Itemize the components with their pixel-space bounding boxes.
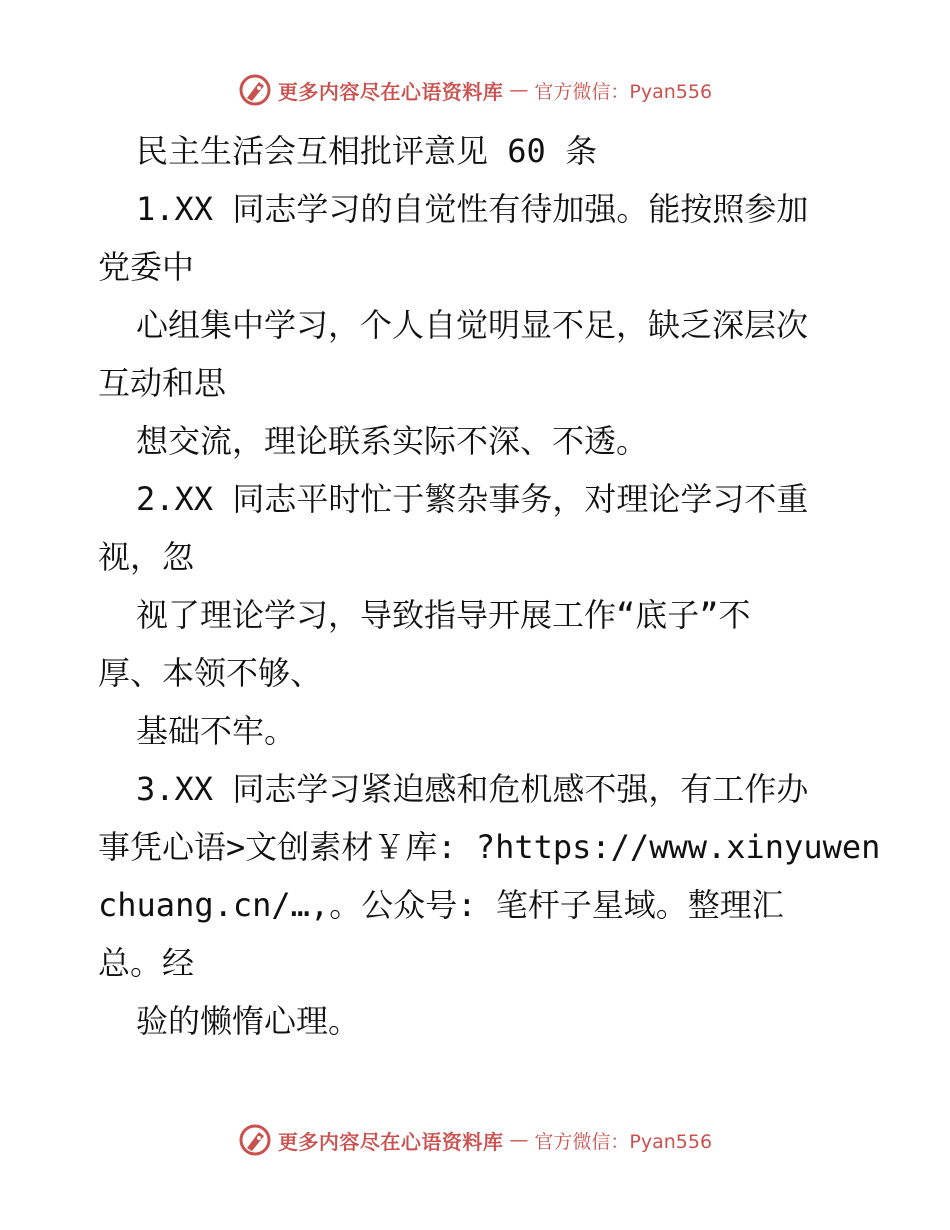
paragraph-line: 基础不牢。 <box>136 712 297 750</box>
paragraph-line: 互动和思 <box>98 364 227 402</box>
watermark-suffix-text: 官方微信：Pyan556 <box>534 80 713 103</box>
watermark-banner-bottom <box>0 1120 950 1160</box>
document-title: 民主生活会互相批评意见 60 条 <box>136 132 598 170</box>
watermark-main-text: 更多内容尽在心语资料库 <box>277 1129 504 1154</box>
paragraph-line: 验的懒惰心理。 <box>136 1002 361 1040</box>
paragraph-line: 总。经 <box>98 944 195 982</box>
pen-nib-logo-icon <box>238 73 272 107</box>
watermark-banner-top <box>0 70 950 110</box>
watermark-dash: — <box>509 1129 529 1151</box>
paragraph-line: 厚、本领不够、 <box>98 654 323 692</box>
paragraph-line: 1.XX 同志学习的自觉性有待加强。能按照参加 <box>136 190 809 228</box>
paragraph-line: 视，忽 <box>98 538 195 576</box>
paragraph-line: 心组集中学习，个人自觉明显不足，缺乏深层次 <box>136 306 809 344</box>
pen-nib-logo-icon <box>238 1123 272 1157</box>
paragraph-line: 想交流，理论联系实际不深、不透。 <box>136 422 649 460</box>
paragraph-line: 视了理论学习，导致指导开展工作“底子”不 <box>136 596 751 634</box>
watermark-dash: — <box>509 79 529 101</box>
watermark-main-text: 更多内容尽在心语资料库 <box>277 79 504 104</box>
paragraph-line: 事凭心语>文创素材￥库: ?https://www.xinyuwen <box>98 828 881 866</box>
paragraph-line: 3.XX 同志学习紧迫感和危机感不强，有工作办 <box>136 770 809 808</box>
paragraph-line: 2.XX 同志平时忙于繁杂事务，对理论学习不重 <box>136 480 809 518</box>
paragraph-line: chuang.cn/…,。公众号: 笔杆子星域。整理汇 <box>98 886 784 924</box>
document-body <box>98 122 881 1050</box>
watermark-suffix-text: 官方微信：Pyan556 <box>534 1130 713 1153</box>
paragraph-line: 党委中 <box>98 248 195 286</box>
